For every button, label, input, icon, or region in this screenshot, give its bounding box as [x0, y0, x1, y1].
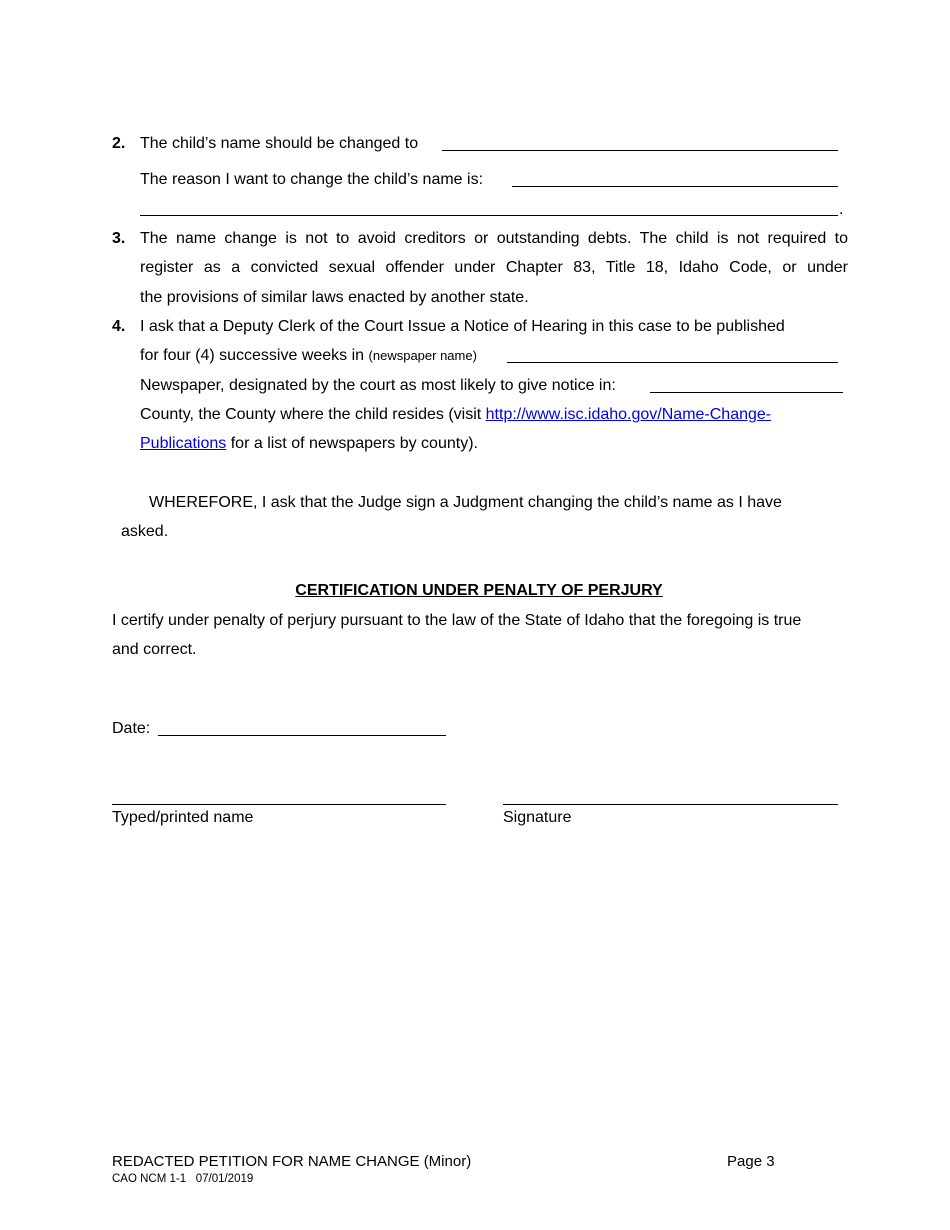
- certification-line-2: and correct.: [112, 641, 197, 658]
- item-4-line-2: [140, 346, 477, 366]
- weeks-label: for four (4) successive weeks in: [140, 347, 365, 364]
- item-4-line-4: [140, 405, 771, 425]
- certification-line-1: I certify under penalty of perjury pursuant to the law of the State of Idaho that the foregoing is true: [112, 612, 802, 629]
- wherefore-line-2: asked.: [121, 523, 169, 540]
- child-new-name-label: The child’s name should be changed to: [140, 135, 419, 152]
- publications-link-part-2[interactable]: Publications: [140, 435, 227, 452]
- item-3-line-2: register as a convicted sexual offender under Chapter 83, Title 18, Idaho Code, or under: [140, 259, 848, 276]
- item-4-line-3: Newspaper, designated by the court as most likely to give notice in:: [140, 377, 616, 394]
- child-new-name-field[interactable]: [442, 150, 838, 151]
- item-2-number: 2.: [112, 135, 126, 152]
- certification-heading: CERTIFICATION UNDER PENALTY OF PERJURY: [295, 582, 663, 599]
- signature-field[interactable]: [503, 804, 838, 805]
- newspaper-name-hint: (newspaper name): [368, 348, 477, 363]
- footer-page-number: Page 3: [727, 1153, 775, 1170]
- newspaper-name-field[interactable]: [507, 362, 838, 363]
- printed-name-field[interactable]: [112, 804, 446, 805]
- item-3-line-1: The name change is not to avoid creditors or outstanding debts. The child is not required to: [140, 230, 848, 247]
- reason-field-line-1[interactable]: [512, 186, 838, 187]
- item-4-number: 4.: [112, 318, 126, 335]
- reason-field-line-2[interactable]: [140, 215, 838, 216]
- item-4-line-1: I ask that a Deputy Clerk of the Court Issue a Notice of Hearing in this case to be published: [140, 318, 785, 335]
- item-4-line-5: [140, 434, 478, 454]
- item-3-line-3: the provisions of similar laws enacted by another state.: [140, 289, 529, 306]
- footer-form-code: CAO NCM 1-1 07/01/2019: [112, 1173, 254, 1185]
- publications-link-part-1[interactable]: http://www.isc.idaho.gov/Name-Change-: [485, 406, 772, 423]
- list-note: for a list of newspapers by county).: [230, 435, 478, 452]
- date-field[interactable]: [158, 735, 446, 736]
- reason-label: The reason I want to change the child’s name is:: [140, 171, 484, 188]
- signature-label: Signature: [503, 809, 572, 826]
- item-3-number: 3.: [112, 230, 126, 247]
- county-note: County, the County where the child resides (visit: [140, 406, 482, 423]
- date-label: Date:: [112, 720, 151, 737]
- footer-title: REDACTED PETITION FOR NAME CHANGE (Minor): [112, 1153, 472, 1170]
- reason-period: .: [839, 201, 844, 218]
- printed-name-label: Typed/printed name: [112, 809, 254, 826]
- wherefore-line-1: WHEREFORE, I ask that the Judge sign a Judgment changing the child’s name as I have: [149, 494, 782, 511]
- county-field[interactable]: [650, 392, 843, 393]
